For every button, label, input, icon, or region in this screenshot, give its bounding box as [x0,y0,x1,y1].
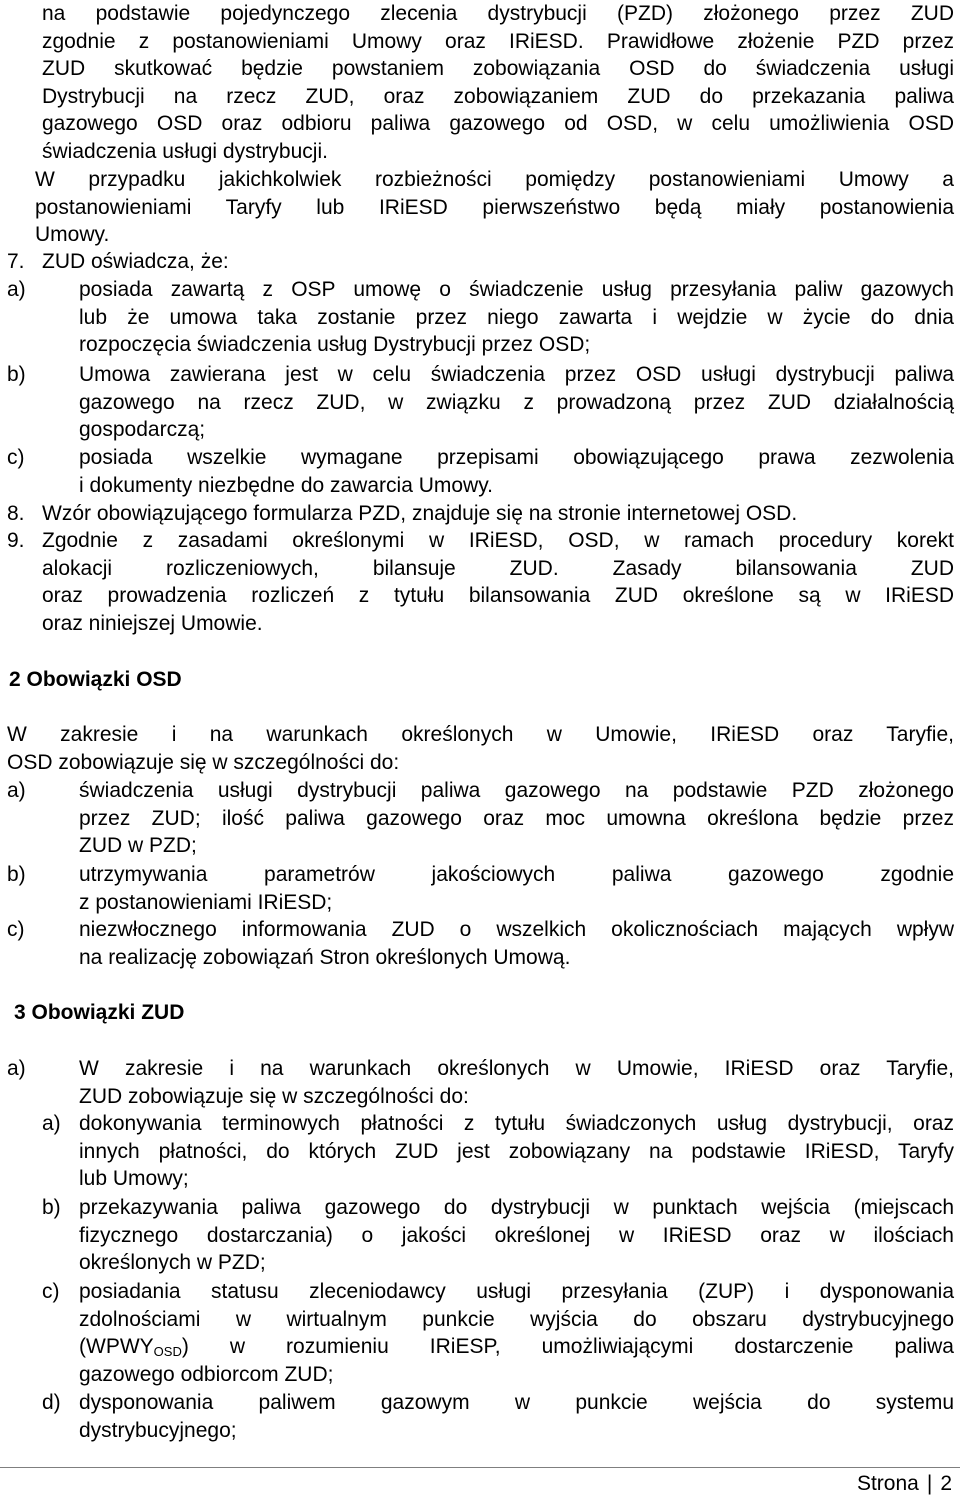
section-2-a-text [79,777,954,860]
text-line: zdolnościami w wirtualnym punkcie wyjścia do obszaru dystrybucyjnego [79,1307,954,1331]
section-3-sub-a-marker: a) [42,1112,61,1135]
point-7-marker: 7. [7,250,25,273]
text-line: gazowego OSD oraz odbioru paliwa gazowego od OSD, w celu umożliwienia OSD [42,112,954,135]
text-line: gazowego na rzecz ZUD, w związku z prowadzoną przez ZUD działalnością [79,390,954,414]
text-line: na podstawie pojedynczego zlecenia dystrybucji (PZD) złożonego przez ZUD [42,2,954,25]
section-3-sub-d-text [79,1389,954,1444]
section-3-a-marker: a) [7,1057,26,1080]
section-2-c-marker: c) [7,918,25,941]
text-line: ZUD zobowiązuje się w szczególności do: [79,1084,469,1108]
page-footer [857,1471,952,1497]
text-line: ZUD skutkować będzie powstaniem zobowiązania OSD do świadczenia usługi [42,57,954,80]
text-line: Umowy. [35,223,110,246]
text-line: ZUD w PZD; [79,834,197,857]
text-line: na realizację zobowiązań Stron określonych Umową. [79,945,571,969]
text-line [79,1333,954,1361]
text-line: W zakresie i na warunkach określonych w Umowie, IRiESD oraz Taryfie, [7,723,954,746]
section-3-sub-b-marker: b) [42,1196,61,1219]
text-line: przekazywania paliwa gazowego do dystrybucji w punktach wejścia (miejscach [79,1196,954,1219]
point-8-text [42,500,954,528]
text-line: Wzór obowiązującego formularza PZD, znajduje się na stronie internetowej OSD. [42,502,798,525]
section-3-sub-a-text [79,1110,954,1193]
text-line: gospodarczą; [79,418,206,441]
osd-subscript: OSD [153,1344,182,1359]
text-line: określonych w PZD; [79,1251,266,1274]
page-number: 2 [940,1472,952,1495]
text-line: Zgodnie z zasadami określonymi w IRiESD, OSD, w ramach procedury korekt [42,529,954,552]
text-line: przez ZUD; ilość paliwa gazowego oraz moc umowna określona będzie przez [79,806,954,830]
point-7-a-text [79,276,954,359]
text-line: posiadania statusu zleceniodawcy usługi przesyłania (ZUP) i dysponowania [79,1280,954,1303]
section-3-sub-b-text [79,1194,954,1277]
page-label: Strona [856,1472,919,1495]
section-2-intro [7,721,954,776]
text-line: alokacji rozliczeniowych, bilansuje ZUD. Zasady bilansowania ZUD [42,556,954,580]
intro-paragraph [42,0,954,165]
text-line: posiada wszelkie wymagane przepisami obowiązującego prawa zezwolenia [79,446,954,469]
text-line: i dokumenty niezbędne do zawarcia Umowy. [79,473,493,497]
section-2-c-text [79,916,954,971]
section-2-heading: 2 Obowiązki OSD [9,668,182,691]
section-3-a-text [79,1055,954,1110]
text-line: W przypadku jakichkolwiek rozbieżności pomiędzy postanowieniami Umowy a [35,168,954,191]
text-line: oraz prowadzenia rozliczeń z tytułu bilansowania ZUD określone są w IRiESD [42,584,954,607]
text-line: gazowego odbiorcom ZUD; [79,1362,334,1386]
point-7-c-text [79,444,954,499]
section-3-sub-c-marker: c) [42,1280,60,1303]
text-line: dysponowania paliwem gazowym w punkcie wejścia do systemu [79,1391,954,1414]
text-line: fizycznego dostarczania) o jakości określonej w IRiESD oraz w ilościach [79,1223,954,1247]
text-line: świadczenia usługi dystrybucji. [42,139,328,163]
wpwy-suffix: ) w rozumieniu IRiESP, umożliwiającymi dostarczenie paliwa [181,1335,954,1358]
text-line: świadczenia usługi dystrybucji paliwa gazowego na podstawie PZD złożonego [79,779,954,802]
text-line: Dystrybucji na rzecz ZUD, oraz zobowiązaniem ZUD do przekazania paliwa [42,84,954,108]
point-9-marker: 9. [7,529,25,552]
text-line: innych płatności, do których ZUD jest zobowiązany na podstawie IRiESD, Taryfy [79,1139,954,1163]
text-line: lub Umowy; [79,1167,189,1190]
wpwy-prefix: (WPWY [79,1335,154,1358]
text-line: zgodnie z postanowieniami Umowy oraz IRiESD. Prawidłowe złożenie PZD przez [42,29,954,53]
section-2-b-marker: b) [7,863,26,886]
text-line: niezwłocznego informowania ZUD o wszelkich okolicznościach mających wpływ [79,918,954,941]
section-2-b-text [79,861,954,916]
text-line: lub że umowa taka zostanie przez niego zawarta i wejdzie w życie do dnia [79,305,954,329]
point-7-b-marker: b) [7,363,26,386]
point-8-marker: 8. [7,502,25,525]
text-line: rozpoczęcia świadczenia usług Dystrybucji przez OSD; [79,333,591,356]
point-7-b-text [79,361,954,444]
section-3-sub-c-text [79,1278,954,1388]
point-9-text [42,527,954,637]
text-line: OSD zobowiązuje się w szczególności do: [7,750,400,774]
text-line: oraz niniejszej Umowie. [42,611,263,635]
text-line: Umowa zawierana jest w celu świadczenia przez OSD usługi dystrybucji paliwa [79,363,954,386]
point-7-c-marker: c) [7,446,25,469]
section-3-heading: 3 Obowiązki ZUD [14,1001,185,1024]
priority-paragraph [35,166,954,249]
section-2-a-marker: a) [7,779,26,802]
point-7-text: ZUD oświadcza, że: [42,250,229,273]
text-line: utrzymywania parametrów jakościowych paliwa gazowego zgodnie [79,863,954,886]
text-line: dystrybucyjnego; [79,1418,237,1442]
section-3-sub-d-marker: d) [42,1391,61,1414]
text-line: posiada zawartą z OSP umowę o świadczenie usług przesyłania paliw gazowych [79,278,954,301]
text-line: dokonywania terminowych płatności z tytułu świadczonych usług dystrybucji, oraz [79,1112,954,1135]
text-line: postanowieniami Taryfy lub IRiESD pierwszeństwo będą miały postanowienia [35,195,954,219]
footer-divider [0,1467,960,1468]
footer-separator: | [926,1472,933,1495]
text-line: z postanowieniami IRiESD; [79,890,333,914]
point-7-a-marker: a) [7,278,26,301]
text-line: W zakresie i na warunkach określonych w Umowie, IRiESD oraz Taryfie, [79,1057,954,1080]
